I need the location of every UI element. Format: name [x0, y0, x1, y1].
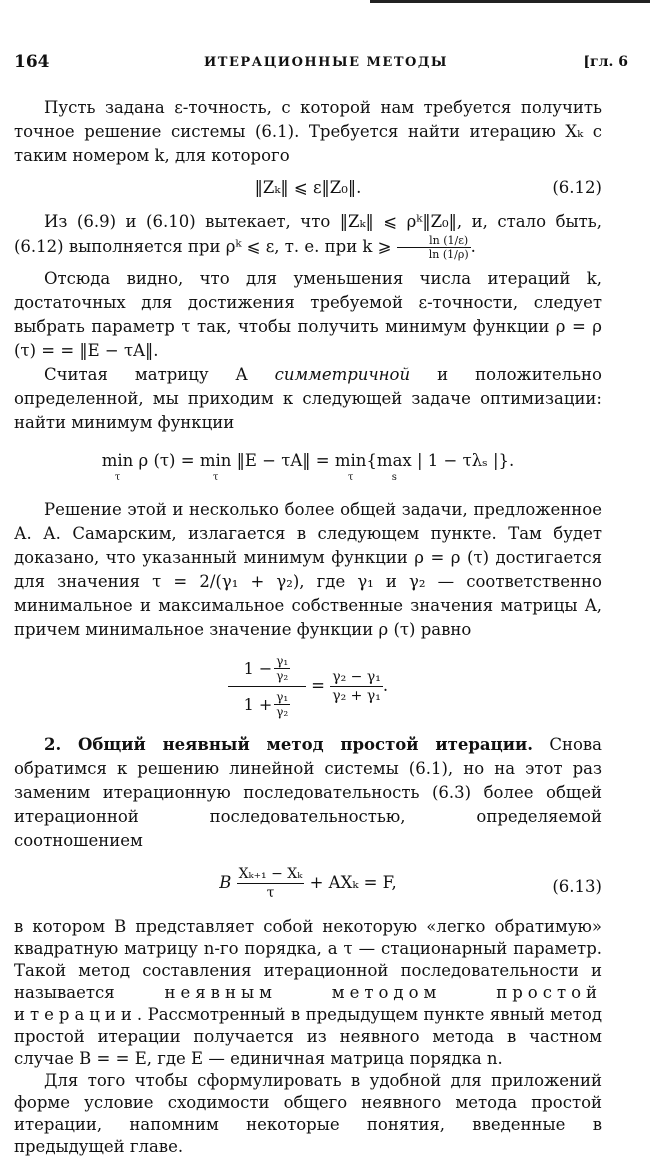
equation-part: ‖E − τA‖ =: [236, 451, 330, 470]
max-label: max: [376, 451, 412, 470]
nested-numerator: [244, 654, 291, 683]
min-operator: [335, 449, 367, 482]
small-fraction: [274, 690, 290, 719]
equation-part: + AXₖ = F,: [309, 873, 397, 892]
fraction-denominator: τ: [266, 885, 275, 901]
running-title: ИТЕРАЦИОННЫЕ МЕТОДЫ: [204, 55, 448, 70]
fraction-numerator: Xₖ₊₁ − Xₖ: [238, 866, 303, 882]
min-subscript: τ: [212, 472, 219, 483]
max-subscript: s: [391, 472, 397, 483]
paragraph-text: в котором B представляет собой некоторую «легко обратимую» квадратную матрицу n-го порядка, а τ — стационарный параметр. Такой метод составления итерационной последовательности и называется: [14, 917, 602, 1002]
small-denominator: γ₂: [276, 669, 289, 683]
equation-part: | 1 − τλₛ |}.: [416, 451, 515, 470]
equals-sign: =: [311, 676, 325, 695]
section-title: 2. Общий неявный метод простой итерации.: [44, 735, 533, 754]
fraction-denominator: ln (1/ρ): [428, 248, 469, 261]
paragraph-convergence: [14, 210, 602, 261]
fraction-bar: [228, 686, 306, 687]
paragraph-minimize: Отсюда видно, что для уменьшения числа итераций k, достаточных для достижения требуемой ε-точности, следует выбрать параметр τ так, чтобы получить минимум функции ρ = ρ (τ) = = ‖E − τA‖.: [14, 269, 602, 360]
paragraph-end: .: [470, 237, 476, 256]
difference-fraction: [237, 865, 305, 902]
spaced-term: неявным методом простой итерации: [14, 983, 603, 1024]
equation-part: B: [219, 873, 232, 892]
small-fraction: [274, 654, 290, 683]
max-operator: [377, 449, 412, 482]
paragraph-samarsky: Решение этой и несколько более общей задачи, предложенное А. А. Самарским, излагается в следующем пункте. Там будет доказано, что указанный минимум функции ρ = ρ (τ) достигается для значения τ = 2/(γ₁ + γ₂), где γ₁ и γ₂ — соответственно минимальное и максимальное собственные значения матрицы A, причем минимальное значение функции ρ (τ) равно: [14, 500, 602, 639]
paragraph-closing: Для того чтобы сформулировать в удобной для приложений форме условие сходимости общего неявного метода простой итерации, напомним некоторые понятия, введенные в предыдущей главе.: [14, 1071, 602, 1156]
min-operator: [200, 449, 232, 482]
log-fraction: [397, 234, 471, 261]
equation-rho-min: [14, 654, 602, 719]
equation-part: {: [366, 451, 377, 470]
min-label: min: [101, 451, 134, 470]
paragraph-implicit: [14, 916, 602, 1070]
equation-6-12: [14, 176, 602, 200]
fraction-lead: 1 +: [243, 694, 273, 714]
fraction-numerator: γ₂ − γ₁: [332, 669, 381, 685]
page-body: [14, 96, 602, 1158]
equation-expression: ‖Zₖ‖ ⩽ ε‖Z₀‖.: [254, 178, 362, 197]
min-subscript: τ: [347, 472, 354, 483]
nested-fraction: [228, 654, 306, 719]
page-header: [14, 52, 628, 76]
paragraph-text: Из (6.9) и (6.10) вытекает, что ‖Zₖ‖ ⩽ ρᵏ‖Z₀‖, и, стало быть, (6.12) выполняется при ρᵏ ⩽ ε, т. е. при k ⩾: [14, 212, 602, 256]
top-rule: [370, 0, 650, 3]
fraction-numerator: ln (1/ε): [397, 234, 471, 248]
section-2-paragraph: [14, 733, 602, 853]
min-label: min: [199, 451, 232, 470]
nested-denominator: [244, 690, 291, 719]
min-label: min: [334, 451, 367, 470]
min-operator: [102, 449, 134, 482]
small-numerator: γ₁: [276, 690, 289, 704]
rhs-fraction: [330, 668, 383, 705]
min-subscript: τ: [114, 472, 121, 483]
paragraph-text: Считая матрицу A: [44, 365, 248, 384]
fraction-denominator: γ₂ + γ₁: [332, 688, 381, 704]
equation-min: [14, 449, 602, 482]
paragraph-text: Снова обратимся к решению линейной системы (6.1), но на этот раз заменим итерационную последовательность (6.3) более общей итерационной последовательностью, определяемой соотношением: [14, 735, 603, 850]
paragraph-epsilon: Пусть задана ε-точность, с которой нам требуется получить точное решение системы (6.1). Требуется найти итерацию Xₖ с таким номером k, для которого: [14, 98, 602, 165]
chapter-label: [гл. 6: [583, 54, 628, 70]
equation-number: (6.13): [552, 877, 602, 896]
small-numerator: γ₁: [276, 654, 289, 668]
fraction-lead: 1 −: [243, 658, 273, 678]
equation-6-13: [14, 865, 602, 902]
page-number: 164: [14, 52, 50, 72]
paragraph-symmetric: [14, 363, 602, 435]
emphasis-symmetric: симметричной: [274, 365, 411, 384]
paragraph-text: и положительно определенной, мы приходим к следующей задаче оптимизации: найти минимум функции: [14, 365, 602, 432]
equation-end: .: [382, 676, 389, 695]
small-denominator: γ₂: [276, 705, 289, 719]
equation-part: ρ (τ) =: [138, 451, 195, 470]
equation-number: (6.12): [552, 178, 602, 197]
paragraph-text: . Рассмотренный в предыдущем пункте явный метод простой итерации получается из неявного метода в частном случае B = = E, где E — единичная матрица порядка n.: [14, 1005, 602, 1068]
